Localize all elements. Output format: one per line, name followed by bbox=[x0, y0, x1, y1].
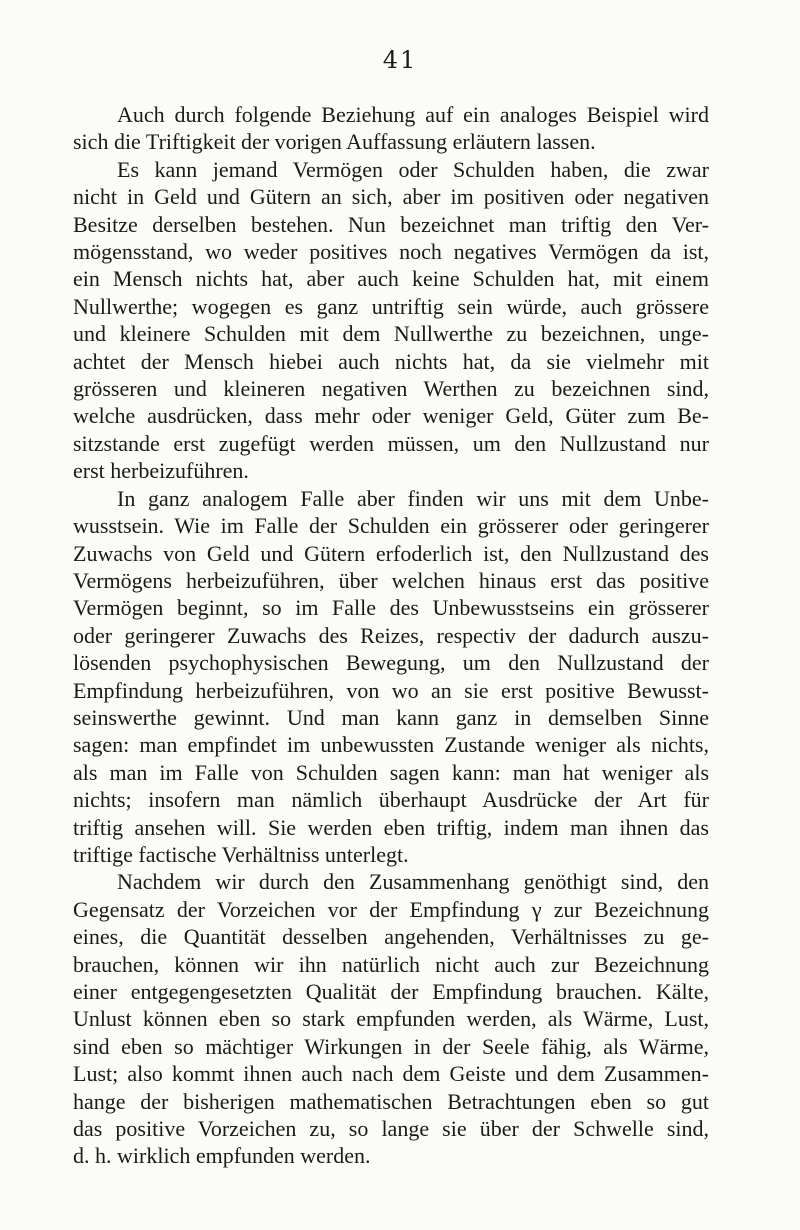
text-line: nicht in Geld und Gütern an sich, aber im positiven oder negativen bbox=[73, 184, 709, 210]
text-line: lösenden psychophysischen Bewegung, um den Nullzustand der bbox=[73, 650, 709, 676]
text-line: Gegensatz der Vorzeichen vor der Empfindung γ zur Bezeichnung bbox=[73, 896, 709, 922]
text-line: brauchen, können wir ihn natürlich nicht auch zur Bezeichnung bbox=[73, 951, 709, 977]
text-line: Besitze derselben bestehen. Nun bezeichnet man triftig den Ver- bbox=[73, 211, 709, 237]
text-line: einer entgegengesetzten Qualität der Empfindung brauchen. Kälte, bbox=[73, 979, 709, 1004]
text-line: als man im Falle von Schulden sagen kann: man hat weniger als bbox=[73, 759, 709, 785]
text-line: Lust; also kommt ihnen auch nach dem Geiste und dem Zusammen- bbox=[73, 1061, 709, 1087]
text-line: eines, die Quantität desselben angehenden, Verhältnisses zu ge- bbox=[73, 924, 709, 950]
text-line: triftig ansehen will. Sie werden eben triftig, indem man ihnen das bbox=[73, 814, 709, 840]
paragraph bbox=[73, 485, 709, 869]
text-line: nichts; insofern man nämlich überhaupt Ausdrücke der Art für bbox=[73, 787, 709, 813]
text-line: Empfindung herbeizuführen, von wo an sie erst positive Bewusst- bbox=[73, 677, 709, 703]
text-line: seinswerthe gewinnt. Und man kann ganz in demselben Sinne bbox=[73, 704, 709, 730]
text-line: ein Mensch nichts hat, aber auch keine Schulden hat, mit einem bbox=[73, 266, 709, 292]
text-line: erst herbeizuführen. bbox=[73, 458, 249, 484]
text-line: Nullwerthe; wogegen es ganz untriftig sein würde, auch grössere bbox=[73, 293, 709, 319]
paragraph bbox=[73, 156, 709, 485]
text-line: wusstsein. Wie im Falle der Schulden ein grösserer oder geringerer bbox=[73, 513, 709, 539]
text-line: Unlust können eben so stark empfunden werden, als Wärme, Lust, bbox=[73, 1006, 709, 1032]
text-line: triftige factische Verhältniss unterlegt. bbox=[73, 841, 409, 867]
text-line: sagen: man empfindet im unbewussten Zustande weniger als nichts, bbox=[73, 732, 709, 758]
paragraph bbox=[73, 868, 709, 1169]
text-line: welche ausdrücken, dass mehr oder weniger Geld, Güter zum Be- bbox=[73, 403, 709, 429]
text-line: Es kann jemand Vermögen oder Schulden haben, die zwar bbox=[117, 156, 709, 182]
text-line: hange der bisherigen mathematischen Betrachtungen eben so gut bbox=[73, 1088, 709, 1114]
text-line: Auch durch folgende Beziehung auf ein analoges Beispiel wird bbox=[117, 102, 709, 127]
text-line: d. h. wirklich empfunden werden. bbox=[73, 1143, 371, 1169]
page-number: 41 bbox=[382, 46, 418, 74]
text-line: Vermögen beginnt, so im Falle des Unbewusstseins ein grösserer bbox=[73, 595, 709, 621]
text-line: sich die Triftigkeit der vorigen Auffassung erläutern lassen. bbox=[73, 129, 596, 155]
text-line: mögensstand, wo weder positives noch negatives Vermögen da ist, bbox=[73, 239, 709, 265]
text-line: oder geringerer Zuwachs des Reizes, respectiv der dadurch auszu- bbox=[73, 622, 709, 648]
body-text bbox=[73, 101, 709, 1170]
text-line: grösseren und kleineren negativen Werthen zu bezeichnen sind, bbox=[73, 376, 709, 402]
text-line: sind eben so mächtiger Wirkungen in der Seele fähig, als Wärme, bbox=[73, 1033, 709, 1059]
text-line: achtet der Mensch hiebei auch nichts hat, da sie vielmehr mit bbox=[73, 348, 709, 374]
text-line: In ganz analogem Falle aber finden wir uns mit dem Unbe- bbox=[117, 485, 709, 511]
text-line: Nachdem wir durch den Zusammenhang genöthigt sind, den bbox=[117, 869, 709, 895]
paragraph bbox=[73, 101, 709, 156]
text-line: das positive Vorzeichen zu, so lange sie über der Schwelle sind, bbox=[73, 1116, 709, 1142]
text-line: sitzstande erst zugefügt werden müssen, um den Nullzustand nur bbox=[73, 430, 709, 456]
text-line: Vermögens herbeizuführen, über welchen hinaus erst das positive bbox=[73, 567, 709, 593]
text-line: und kleinere Schulden mit dem Nullwerthe zu bezeichnen, unge- bbox=[73, 321, 709, 347]
text-line: Zuwachs von Geld und Gütern erfoderlich ist, den Nullzustand des bbox=[73, 540, 709, 566]
